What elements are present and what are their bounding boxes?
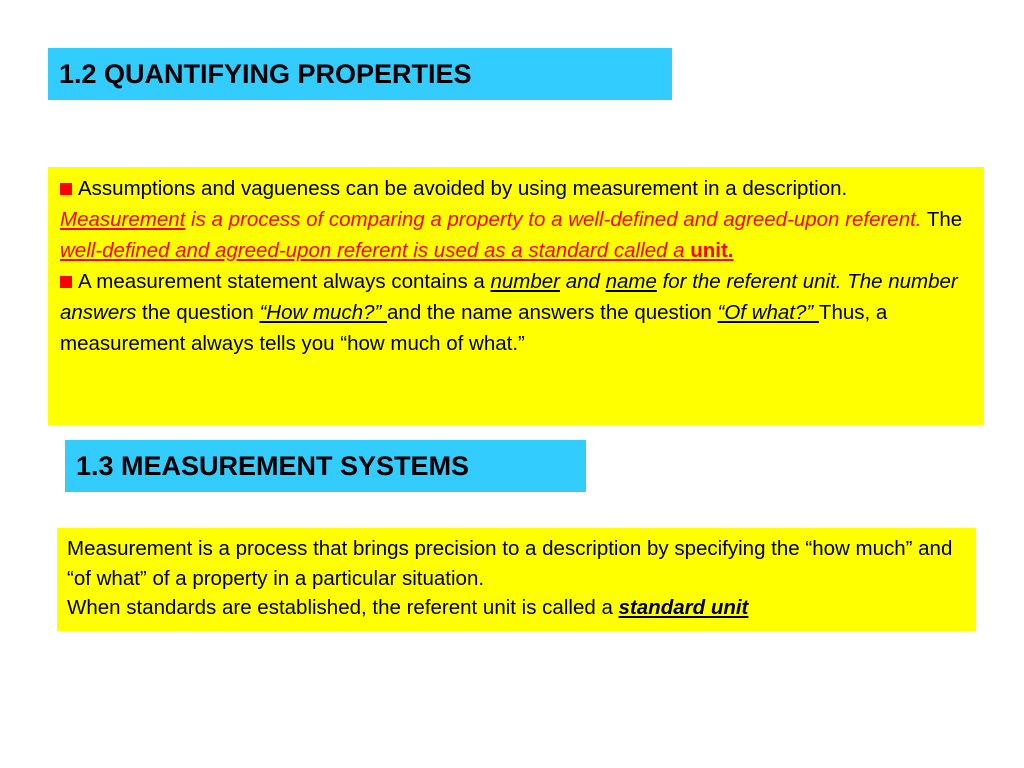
square-bullet-icon	[60, 183, 72, 195]
section-heading-quantifying-properties	[48, 48, 672, 100]
term-standard-unit: standard unit	[618, 596, 749, 619]
term-measurement: Measurement	[60, 208, 186, 231]
text-run: When standards are established, the referent unit is called a	[67, 596, 619, 619]
paragraph-measurement-statement	[60, 266, 974, 359]
quantifying-properties-textbox	[48, 167, 984, 425]
text-run: Assumptions and vagueness can be avoided by using measurement in a description.	[78, 177, 848, 200]
section-heading-measurement-systems	[65, 440, 586, 492]
text-run: and	[560, 270, 606, 293]
text-run: the question	[136, 301, 260, 324]
text-run-definition: is a process of comparing a property to a well-defined and agreed-upon referent.	[185, 208, 922, 231]
section-heading-text: 1.2 QUANTIFYING PROPERTIES	[59, 58, 472, 89]
text-run: Thus, a measurement always tells you “how much of what.”	[60, 301, 888, 355]
text-run: A measurement statement always contains a	[78, 270, 491, 293]
text-run: The	[921, 208, 963, 231]
measurement-systems-textbox	[57, 528, 976, 631]
term-number: number	[490, 270, 560, 293]
paragraph-precision: Measurement is a process that brings precision to a description by specifying the “how much” and “of what” of a property in a particular situation.	[67, 537, 953, 590]
paragraph-assumptions	[60, 173, 974, 266]
quote-of-what: “Of what?”	[717, 301, 819, 324]
paragraph-standard-unit	[67, 593, 966, 623]
quote-how-much: “How much?”	[259, 301, 388, 324]
section-heading-text: 1.3 MEASUREMENT SYSTEMS	[76, 450, 470, 481]
term-name: name	[605, 270, 657, 293]
text-run: for the referent unit. The number answers	[60, 270, 958, 324]
term-unit: unit.	[690, 239, 734, 262]
square-bullet-icon	[60, 276, 72, 288]
text-run-referent: well-defined and agreed-upon referent is used as a standard called a	[60, 239, 691, 262]
text-run: and the name answers the question	[387, 301, 718, 324]
